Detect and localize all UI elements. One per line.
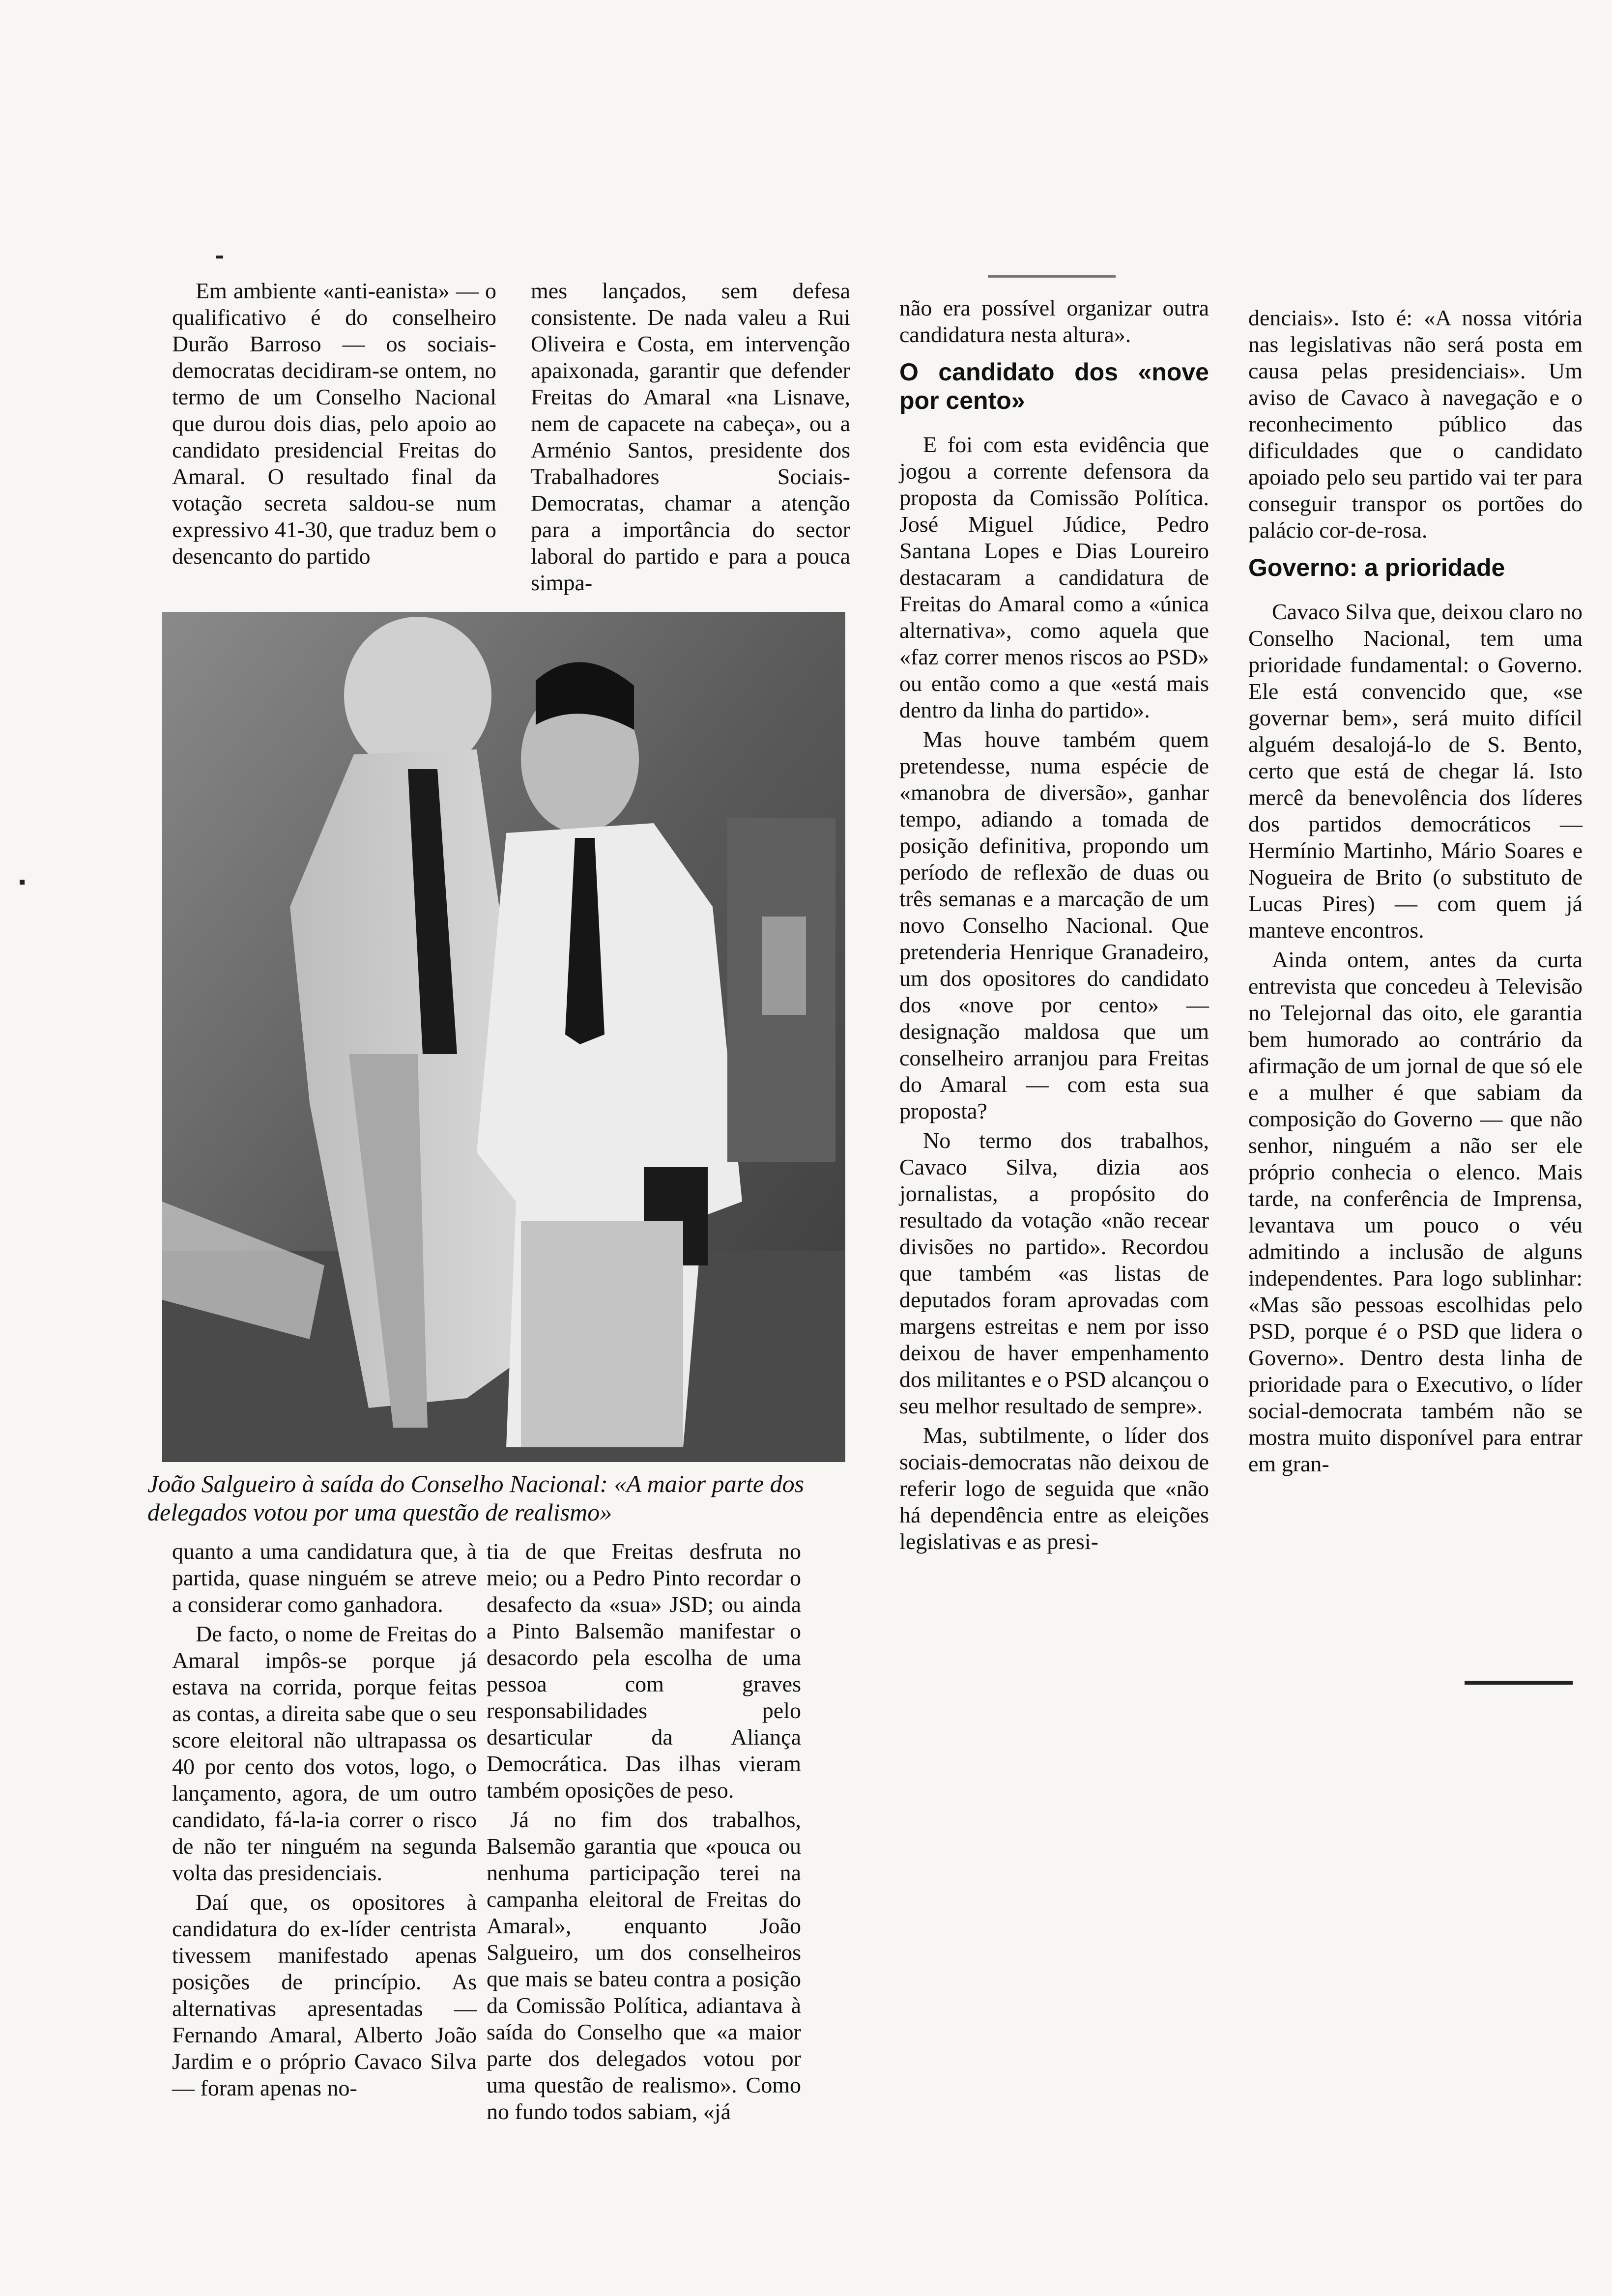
paragraph: Cavaco Silva que, deixou claro no Conselho Nacional, tem uma prioridade fundamental: o Governo. Ele está convencido que, «se governar bem», será muito difícil alguém desalojá-lo de S. Bento, certo que está de chegar lá. Isto mercê da benevolência dos líderes dos partidos democráticos — Hermínio Martinho, Mário Soares e Nogueira de Brito (o substituto de Lucas Pires) — com quem já manteve encontros. [1248,599,1583,943]
paragraph: Daí que, os opositores à candidatura do ex-líder centrista tivessem manifestado apenas posições de princípio. As alternativas apresentadas — Fernando Amaral, Alberto João Jardim e o próprio Cavaco Silva — foram apenas no- [172,1890,477,2100]
photo-illustration [162,612,845,1462]
paragraph: não era possível organizar outra candidatura nesta altura». [899,295,1209,347]
column-1-top [172,278,496,573]
print-speck [1465,1681,1573,1685]
column-4 [1248,305,1583,1480]
paragraph: E foi com esta evidência que jogou a corrente defensora da proposta da Comissão Política. José Miguel Júdice, Pedro Santana Lopes e Dias Loureiro destacaram a candidatura de Freitas do Amaral como a «única alternativa», como aquela que «faz correr menos riscos ao PSD» ou então como a que «está mais dentro da linha do partido». [899,432,1209,722]
paragraph: Já no fim dos trabalhos, Balsemão garantia que «pouca ou nenhuma participação terei na campanha eleitoral de Freitas do Amaral», enquanto João Salgueiro, um dos conselheiros que mais se bateu contra a posição da Comissão Política, adiantava à saída do Conselho que «a maior parte dos delegados votou por uma questão de realismo». Como no fundo todos sabiam, «já [487,1807,801,2124]
paragraph: tia de que Freitas desfruta no meio; ou a Pedro Pinto recordar o desafecto da «sua» JSD; ou ainda a Pinto Balsemão manifestar o desacordo pela escolha de uma pessoa com graves responsabilidades pelo desarticular da Aliança Democrática. Das ilhas vieram também oposições de peso. [487,1539,801,1803]
paragraph: De facto, o nome de Freitas do Amaral impôs-se porque já estava na corrida, porque feitas as contas, a direita sabe que o seu score eleitoral não ultrapassa os 40 por cento dos votos, logo, o lançamento, agora, de um outro candidato, fá-la-ia correr o risco de não ter ninguém na segunda volta das presidenciais. [172,1621,477,1885]
paragraph: Mas houve também quem pretendesse, numa espécie de «manobra de diversão», ganhar tempo, adiando a tomada de posição definitiva, propondo um período de reflexão de duas ou três semanas e a marcação de um novo Conselho Nacional. Que pretenderia Henrique Granadeiro, um dos opositores do candidato dos «nove por cento» — designação maldosa que um conselheiro arranjou para Freitas do Amaral — com esta sua proposta? [899,727,1209,1123]
news-photo [162,612,845,1462]
paragraph: denciais». Isto é: «A nossa vitória nas legislativas não será posta em causa pelas presidenciais». Um aviso de Cavaco à navegação e o reconhecimento público das dificuldades que o candidato apoiado pelo seu partido vai ter para conseguir transpor os portões do palácio cor-de-rosa. [1248,305,1583,543]
print-speck [20,880,25,885]
column-2-top [531,278,850,599]
print-speck [988,275,1116,278]
paragraph: mes lançados, sem defesa consistente. De nada valeu a Rui Oliveira e Costa, em intervenção apaixonada, garantir que defender Freitas do Amaral «na Lisnave, nem de capacete na cabeça», ou a Arménio Santos, presidente dos Trabalhadores Sociais-Democratas, chamar a atenção para a importância do sector laboral do partido e para a pouca simpa- [531,278,850,595]
paragraph: Ainda ontem, antes da curta entrevista que concedeu à Televisão no Telejornal das oito, ele garantia bem humorado ao contrário da afirmação de um jornal de que só ele e a mulher é que sabiam da composição do Governo — que não senhor, ninguém a não ser ele próprio conhecia o elenco. Mais tarde, na conferência de Imprensa, levantava um pouco o véu admitindo a inclusão de alguns independentes. Para logo sublinhar: «Mas são pessoas escolhidas pelo PSD, porque é o PSD que lidera o Governo». Dentro desta linha de prioridade para o Executivo, o líder social-democrata também não se mostra muito disponível para entrar em gran- [1248,947,1583,1476]
paragraph: Mas, subtilmente, o líder dos sociais-democratas não deixou de referir logo de seguida que «não há dependência entre as eleições legislativas e as presi- [899,1423,1209,1554]
paragraph: No termo dos trabalhos, Cavaco Silva, dizia aos jornalistas, a propósito do resultado da votação «não recear divisões no partido». Recordou que também «as listas de deputados foram aprovadas com margens estreitas e nem por isso deixou de haver empenhamento dos militantes e o PSD alcançou o seu melhor resultado de sempre». [899,1128,1209,1418]
column-2-bottom [487,1538,801,2128]
column-3 [899,295,1209,1558]
subheading: Governo: a prioridade [1248,554,1505,581]
paragraph: Em ambiente «anti-eanista» — o qualificativo é do conselheiro Durão Barroso — os sociais-democratas decidiram-se ontem, no termo de um Conselho Nacional que durou dois dias, pelo apoio ao candidato presidencial Freitas do Amaral. O resultado final da votação secreta saldou-se num expressivo 41-30, que traduz bem o desencanto do partido [172,278,496,569]
column-1-bottom [172,1538,477,2104]
subheading: O candidato dos «nove por cento» [899,358,1209,414]
print-speck [216,256,223,258]
paragraph: quanto a uma candidatura que, à partida, quase ninguém se atreve a considerar como ganhadora. [172,1539,477,1617]
photo-caption: João Salgueiro à saída do Conselho Nacional: «A maior parte dos delegados votou por uma questão de realismo» [147,1470,805,1526]
